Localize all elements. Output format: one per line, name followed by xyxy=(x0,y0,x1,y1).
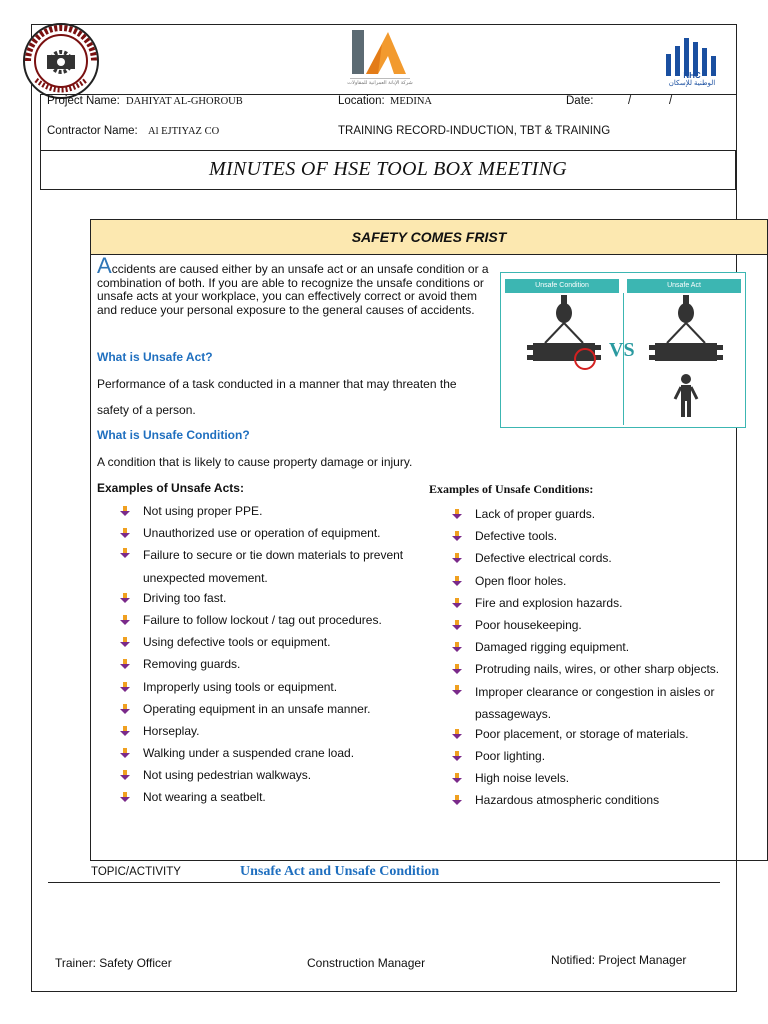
trainer-signature: Trainer: Safety Officer xyxy=(55,956,172,970)
arrow-bullet-icon xyxy=(452,773,462,783)
unsafe-act-item: Operating equipment in an unsafe manner. xyxy=(116,700,416,722)
unsafe-act-item: Removing guards. xyxy=(116,655,416,677)
nhc-logo-text: NHC xyxy=(683,71,701,80)
unsafe-condition-item: Poor housekeeping. xyxy=(448,616,738,638)
safety-banner: SAFETY COMES FRIST xyxy=(90,219,768,255)
topic-underline xyxy=(48,882,720,883)
unsafe-condition-item: Fire and explosion hazards. xyxy=(448,594,738,616)
notified-signature: Notified: Project Manager xyxy=(551,953,687,967)
contractor-logo-seal xyxy=(20,20,102,102)
unsafe-condition-item: Poor lighting. xyxy=(448,747,738,769)
arrow-bullet-icon xyxy=(120,528,130,538)
arrow-bullet-icon xyxy=(120,548,130,558)
topic-label: TOPIC/ACTIVITY xyxy=(91,866,181,878)
arrow-bullet-icon xyxy=(120,748,130,758)
arrow-bullet-icon xyxy=(120,659,130,669)
unsafe-act-item: Not using pedestrian walkways. xyxy=(116,766,416,788)
arrow-bullet-icon xyxy=(452,664,462,674)
record-type: TRAINING RECORD-INDUCTION, TBT & TRAINING xyxy=(338,125,611,137)
unsafe-act-item: Failure to follow lockout / tag out procedures. xyxy=(116,611,416,633)
unsafe-act-heading: What is Unsafe Act? xyxy=(97,350,213,364)
arrow-bullet-icon xyxy=(452,642,462,652)
unsafe-act-item: Using defective tools or equipment. xyxy=(116,633,416,655)
construction-manager-signature: Construction Manager xyxy=(307,956,426,970)
date-label: Date: xyxy=(566,95,594,107)
unsafe-act-item: Unauthorized use or operation of equipment. xyxy=(116,524,416,546)
arrow-bullet-icon xyxy=(120,704,130,714)
unsafe-act-item: Walking under a suspended crane load. xyxy=(116,744,416,766)
intro-text: ccidents are caused either by an unsafe act or an unsafe condition or a combination of both. If you are able to recognize the unsafe conditions or unsafe acts at your workplace, you can effectively correct or avoid them and reduce your personal exposure to the general causes of accidents. xyxy=(97,262,489,317)
unsafe-act-item: Not wearing a seatbelt. xyxy=(116,788,416,810)
arrow-bullet-icon xyxy=(452,553,462,563)
unsafe-act-tag: Unsafe Act xyxy=(627,279,741,293)
unsafe-condition-item: Poor placement, or storage of materials. xyxy=(448,725,738,747)
arrow-bullet-icon xyxy=(452,685,462,695)
location-label: Location: xyxy=(338,95,385,107)
arrow-bullet-icon xyxy=(120,792,130,802)
crane-hook-worker-icon xyxy=(647,295,731,425)
company-logo-caption: شركة الإبانة العمرانية للمقاولات xyxy=(347,80,413,86)
page-title: MINUTES OF HSE TOOL BOX MEETING xyxy=(40,150,736,190)
unsafe-act-definition-line2: safety of a person. xyxy=(97,403,196,417)
arrow-bullet-icon xyxy=(452,531,462,541)
unsafe-act-item: Improperly using tools or equipment. xyxy=(116,678,416,700)
intro-paragraph xyxy=(97,253,499,317)
nhc-logo-arabic: الوطنية للإسكان xyxy=(668,80,716,87)
unsafe-conditions-heading: Examples of Unsafe Conditions: xyxy=(429,482,594,496)
unsafe-condition-tag: Unsafe Condition xyxy=(505,279,619,293)
arrow-bullet-icon xyxy=(452,751,462,761)
unsafe-condition-item: Damaged rigging equipment. xyxy=(448,638,738,660)
unsafe-condition-item: Protruding nails, wires, or other sharp objects. xyxy=(448,660,738,682)
unsafe-condition-item: Hazardous atmospheric conditions xyxy=(448,791,738,813)
unsafe-conditions-list xyxy=(448,505,738,814)
location-value: MEDINA xyxy=(390,96,432,107)
unsafe-acts-heading: Examples of Unsafe Acts: xyxy=(97,481,244,495)
arrow-bullet-icon xyxy=(120,615,130,625)
unsafe-acts-list xyxy=(116,502,416,811)
arrow-bullet-icon xyxy=(452,795,462,805)
arrow-bullet-icon xyxy=(120,726,130,736)
arrow-bullet-icon xyxy=(452,576,462,586)
contractor-name-label: Contractor Name: xyxy=(47,125,138,137)
unsafe-condition-item: High noise levels. xyxy=(448,769,738,791)
topic-value: Unsafe Act and Unsafe Condition xyxy=(240,864,440,879)
arrow-bullet-icon xyxy=(452,620,462,630)
unsafe-act-item: Not using proper PPE. xyxy=(116,502,416,524)
unsafe-act-item: Horseplay. xyxy=(116,722,416,744)
arrow-bullet-icon xyxy=(120,682,130,692)
unsafe-condition-item: Lack of proper guards. xyxy=(448,505,738,527)
arrow-bullet-icon xyxy=(452,509,462,519)
arrow-bullet-icon xyxy=(120,770,130,780)
unsafe-illustration xyxy=(500,272,746,428)
crane-hook-load-icon xyxy=(525,295,609,375)
arrow-bullet-icon xyxy=(452,598,462,608)
arrow-bullet-icon xyxy=(120,637,130,647)
unsafe-act-definition-line1: Performance of a task conducted in a manner that may threaten the xyxy=(97,377,457,391)
unsafe-condition-heading: What is Unsafe Condition? xyxy=(97,428,250,442)
date-separator-1: / xyxy=(628,95,632,107)
company-logo xyxy=(348,26,412,84)
unsafe-condition-item: Improper clearance or congestion in aisles or passageways. xyxy=(448,681,738,725)
project-name-value: DAHIYAT AL-GHOROUB xyxy=(126,96,243,107)
arrow-bullet-icon xyxy=(452,729,462,739)
vs-label: VS xyxy=(609,339,635,361)
project-name-label: Project Name: xyxy=(47,95,120,107)
unsafe-condition-item: Defective electrical cords. xyxy=(448,549,738,571)
arrow-bullet-icon xyxy=(120,506,130,516)
date-separator-2: / xyxy=(669,95,673,107)
contractor-name-value: Al EJTIYAZ CO xyxy=(148,126,220,137)
intro-dropcap: A xyxy=(97,253,112,278)
unsafe-condition-item: Open floor holes. xyxy=(448,572,738,594)
header-rule-top xyxy=(40,94,736,95)
unsafe-condition-item: Defective tools. xyxy=(448,527,738,549)
unsafe-act-item: Driving too fast. xyxy=(116,589,416,611)
unsafe-act-item: Failure to secure or tie down materials to prevent unexpected movement. xyxy=(116,544,416,588)
arrow-bullet-icon xyxy=(120,593,130,603)
unsafe-condition-definition: A condition that is likely to cause property damage or injury. xyxy=(97,455,413,469)
